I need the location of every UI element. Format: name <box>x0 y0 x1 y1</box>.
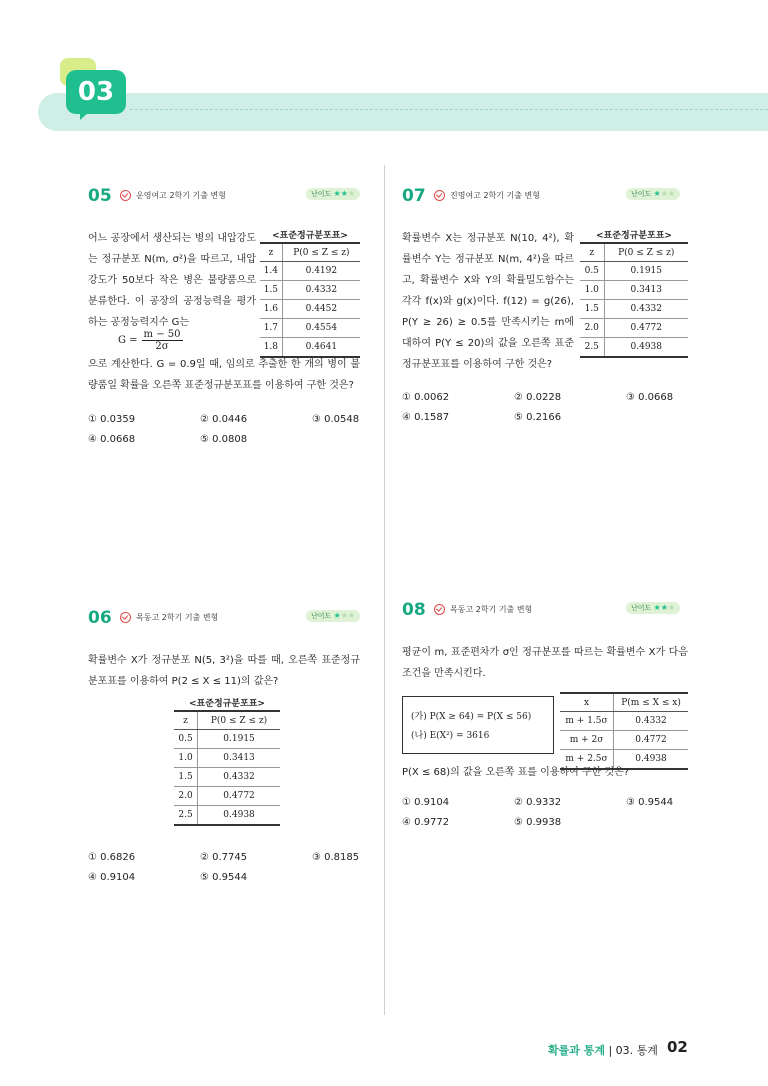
difficulty-empty-stars: ★★ <box>660 189 676 198</box>
problem-text: 평균이 m, 표준편차가 σ인 정규분포를 따르는 확률변수 X가 다음 조건을 만족시킨다. <box>402 647 688 679</box>
table-cell: 0.4452 <box>282 300 360 319</box>
table-cell: 0.4641 <box>282 338 360 358</box>
table-row <box>260 281 360 300</box>
choice[interactable]: ① 0.9104 <box>402 797 450 808</box>
problem-number: 08 <box>402 600 426 620</box>
table-header: P(0 ≤ Z ≤ z) <box>198 711 280 730</box>
table-cell: 0.4772 <box>604 319 688 338</box>
condition-b: (나) E(X²) = 3616 <box>411 731 490 741</box>
table-row <box>560 750 688 770</box>
table-cell: 2.5 <box>174 806 198 826</box>
choice[interactable]: ⑤ 0.0808 <box>200 434 248 445</box>
choice[interactable]: ④ 0.9772 <box>402 817 450 828</box>
table-cell: 2.5 <box>580 338 604 358</box>
difficulty-badge <box>306 188 360 200</box>
formula-numerator: m − 50 <box>143 328 181 340</box>
problem-source <box>120 612 218 623</box>
table-row <box>580 338 688 358</box>
choice[interactable]: ② 0.7745 <box>200 852 248 863</box>
header-dashed-line <box>130 109 768 110</box>
problem-header <box>88 186 360 210</box>
problem-number: 06 <box>88 608 112 628</box>
table-cell: 0.4332 <box>198 768 280 787</box>
table-cell: 0.4332 <box>282 281 360 300</box>
formula-lhs: G = <box>118 334 138 346</box>
problem-number: 05 <box>88 186 112 206</box>
table-cell: 0.4938 <box>604 338 688 358</box>
table-cell: 0.5 <box>174 730 198 749</box>
table-row <box>260 338 360 358</box>
difficulty-empty-stars: ★ <box>667 603 676 612</box>
problem-header <box>402 600 688 624</box>
table-cell: 0.4938 <box>614 750 688 770</box>
choices <box>88 410 388 450</box>
table-cell: 0.4192 <box>282 262 360 281</box>
source-label: 진명여고 2학기 기출 변형 <box>450 191 540 200</box>
table-row <box>560 712 688 731</box>
table-row <box>580 281 688 300</box>
choices <box>88 848 388 888</box>
problem-header <box>88 608 360 632</box>
problem-source <box>120 190 226 201</box>
table-cell: 1.0 <box>580 281 604 300</box>
table-header: x <box>560 693 614 712</box>
table-row <box>174 787 280 806</box>
choice[interactable]: ① 0.0062 <box>402 392 450 403</box>
normal-table <box>260 228 360 358</box>
table-cell: m + 2σ <box>560 731 614 750</box>
table-row <box>174 768 280 787</box>
table-row <box>174 730 280 749</box>
table-header: z <box>580 243 604 262</box>
page-number: 02 <box>667 1038 688 1056</box>
choice[interactable]: ③ 0.9544 <box>626 797 674 808</box>
choice[interactable]: ③ 0.0548 <box>312 414 360 425</box>
table-cell: 1.8 <box>260 338 282 358</box>
table-cell: 0.4938 <box>198 806 280 826</box>
table-cell: 0.3413 <box>604 281 688 300</box>
choice[interactable]: ② 0.9332 <box>514 797 562 808</box>
table-cell: 2.0 <box>580 319 604 338</box>
choice[interactable]: ③ 0.8185 <box>312 852 360 863</box>
choice[interactable]: ⑤ 0.2166 <box>514 412 562 423</box>
table-cell: 0.5 <box>580 262 604 281</box>
choice[interactable]: ② 0.0228 <box>514 392 562 403</box>
table-cell: 1.5 <box>580 300 604 319</box>
difficulty-label: 난이도 <box>311 612 332 620</box>
table-caption: <표준정규분포표> <box>189 699 265 709</box>
check-icon <box>120 612 131 623</box>
problem-header <box>402 186 688 210</box>
table-row <box>260 262 360 281</box>
problem-06 <box>88 608 360 888</box>
table-header: P(0 ≤ Z ≤ z) <box>604 243 688 262</box>
problem-question: P(X ≤ 68)의 값을 오른쪽 표를 이용하여 구한 것은? <box>402 767 630 778</box>
table-row <box>174 806 280 826</box>
source-label: 목동고 2학기 기출 변형 <box>136 613 219 622</box>
problem-text-cont: 으로 계산한다. G = 0.9일 때, 임의로 추출한 한 개의 병이 불량품일 확률을 오른쪽 표준정규분포표를 이용하여 구한 것은? <box>88 359 360 391</box>
source-label: 운영여고 2학기 기출 변형 <box>136 191 226 200</box>
table-cell: 0.1915 <box>604 262 688 281</box>
difficulty-badge <box>626 602 680 614</box>
choices <box>402 388 702 428</box>
source-label: 목동고 2학기 기출 변형 <box>450 605 533 614</box>
table-row <box>174 749 280 768</box>
problem-number: 07 <box>402 186 426 206</box>
normal-table <box>580 228 688 358</box>
table-cell: 1.5 <box>260 281 282 300</box>
choice[interactable]: ① 0.0359 <box>88 414 136 425</box>
table-cell: 1.0 <box>174 749 198 768</box>
table-cell: 0.4772 <box>614 731 688 750</box>
difficulty-stars: ★★ <box>333 189 348 198</box>
difficulty-stars: ★★ <box>653 603 668 612</box>
difficulty-stars: ★ <box>653 189 661 198</box>
table-row <box>260 300 360 319</box>
check-icon <box>434 604 445 615</box>
table-cell: 0.1915 <box>198 730 280 749</box>
footer-separator: | <box>604 1044 616 1057</box>
difficulty-empty-stars: ★★ <box>340 611 356 620</box>
normal-table <box>174 696 280 826</box>
table-cell: 0.4332 <box>604 300 688 319</box>
table-cell: 1.6 <box>260 300 282 319</box>
choice[interactable]: ④ 0.9104 <box>88 872 136 883</box>
problem-source <box>434 604 532 615</box>
table-cell: 1.4 <box>260 262 282 281</box>
check-icon <box>434 190 445 201</box>
choice[interactable]: ④ 0.1587 <box>402 412 450 423</box>
condition-a: (가) P(X ≥ 64) = P(X ≤ 56) <box>411 712 532 722</box>
choice[interactable]: ⑤ 0.9544 <box>200 872 248 883</box>
table-cell: 0.3413 <box>198 749 280 768</box>
header-band <box>38 93 768 131</box>
difficulty-label: 난이도 <box>311 190 332 198</box>
chapter-tag-tail <box>80 112 89 120</box>
choice[interactable]: ② 0.0446 <box>200 414 248 425</box>
chapter-number: 03 <box>66 70 126 114</box>
table-header: z <box>260 243 282 262</box>
problem-07 <box>402 186 688 428</box>
choice[interactable]: ① 0.6826 <box>88 852 136 863</box>
problem-text: 확률변수 X가 정규분포 N(5, 3²)을 따를 때, 오른쪽 표준정규분포표를 이용하여 P(2 ≤ X ≤ 11)의 값은? <box>88 655 360 687</box>
check-icon <box>120 190 131 201</box>
problem-08 <box>402 600 688 833</box>
table-cell: 1.7 <box>260 319 282 338</box>
condition-box <box>402 696 554 754</box>
footer-section: 03. 통계 <box>615 1044 658 1057</box>
table-cell: m + 1.5σ <box>560 712 614 731</box>
difficulty-label: 난이도 <box>631 604 652 612</box>
problem-text: 확률변수 X는 정규분포 N(10, 4²), 확률변수 Y는 정규분포 N(m, 4²)을 따르고, 확률변수 X와 Y의 확률밀도함수는 각각 f(x)와 g(x)이다. f(12) = g(26), P(Y ≥ 26) ≥ 0.5를 만족시키는 m에 대하여 P(Y ≤ 20)의 값을 오른쪽 표준정규분포표를 이용하여 구한 것은? <box>402 233 574 370</box>
difficulty-label: 난이도 <box>631 190 652 198</box>
table-cell: 0.4554 <box>282 319 360 338</box>
difficulty-stars: ★ <box>333 611 341 620</box>
table-caption: <표준정규분포표> <box>272 231 348 241</box>
table-cell: m + 2.5σ <box>560 750 614 770</box>
probability-table <box>560 692 688 770</box>
table-cell: 0.4772 <box>198 787 280 806</box>
table-caption: <표준정규분포표> <box>596 231 672 241</box>
problem-source <box>434 190 540 201</box>
problem-05 <box>88 186 360 450</box>
footer <box>548 1042 658 1058</box>
footer-title: 확률과 통계 <box>548 1044 605 1057</box>
difficulty-badge <box>626 188 680 200</box>
table-row <box>260 319 360 338</box>
table-header: z <box>174 711 198 730</box>
difficulty-badge <box>306 610 360 622</box>
table-header: P(0 ≤ Z ≤ z) <box>282 243 360 262</box>
table-row <box>580 300 688 319</box>
table-row <box>560 731 688 750</box>
table-header: P(m ≤ X ≤ x) <box>614 693 688 712</box>
table-cell: 1.5 <box>174 768 198 787</box>
table-row <box>580 319 688 338</box>
choice[interactable]: ④ 0.0668 <box>88 434 136 445</box>
difficulty-empty-stars: ★ <box>347 189 356 198</box>
table-row <box>580 262 688 281</box>
choices <box>402 793 702 833</box>
problem-text: 어느 공장에서 생산되는 병의 내압강도는 정규분포 N(m, σ²)을 따르고, 내압강도가 50보다 작은 병은 불량품으로 분류한다. 이 공장의 공정능력을 평가하는 공정능력지수 G는 <box>88 233 256 328</box>
formula-denominator: 2σ <box>155 340 169 352</box>
choice[interactable]: ③ 0.0668 <box>626 392 674 403</box>
table-cell: 2.0 <box>174 787 198 806</box>
table-cell: 0.4332 <box>614 712 688 731</box>
choice[interactable]: ⑤ 0.9938 <box>514 817 562 828</box>
